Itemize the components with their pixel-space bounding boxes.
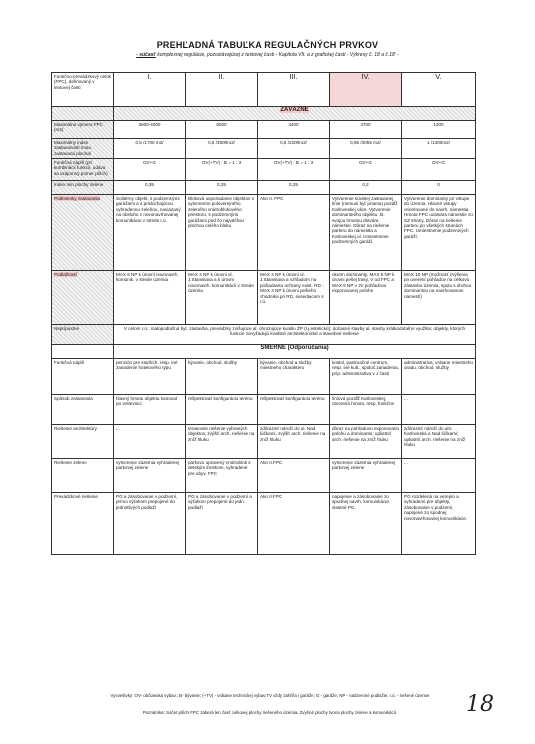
table-cell: MAX 4 NP k úrovni ul. J.Stanislava a vzhľadom na požiadavku ochrany exist. RD - MAX 3 NP k úrovni pešieho chodníka pri RD, susediacom s r.ú. — [258, 271, 330, 325]
table-cell: vytvorenie zázemia vyhradenej parkovej zelene — [114, 459, 186, 493]
table-cell: 0 — [402, 181, 476, 195]
table-cell: 0,2 — [330, 181, 402, 195]
section-binding-shade-left — [52, 107, 114, 121]
table-cell: PG rozdelená na verejnú a vyhradenú pre objekty, zásobovanie v podzemí, napojené zo spodnej novonavrhovanej komunikácie. — [402, 493, 476, 555]
row-label — [52, 195, 114, 271]
section-guiding-title: SMERNÉ (Odporúčania) — [114, 345, 476, 359]
table-cell: 3500-4000 — [114, 121, 186, 139]
table-cell: OV+G — [114, 159, 186, 181]
column-header-4: IV. — [330, 73, 402, 107]
legend-note: Vysvetlivky: OV- občianska vybav.; B- bývanie; (+TV) - vrátane technickej vybav.TV vždy zahŕňa i garáže; G - garáže; NP - nadzemné podlažie; r.ú. - riešené územie — [110, 693, 430, 698]
remark-note: Poznámka: Súčet plôch FPC zaberá len časť celkovej plochy riešeného územia. Zvyšné plochy tvoria plochy zelene a komunikácií. — [142, 710, 398, 715]
row-label-text: Maximálna výmera FPC (m2) — [54, 122, 104, 133]
row-label — [52, 181, 114, 195]
section-guiding-row — [52, 345, 476, 359]
table-cell: dôraz na pohľadovo exponovanú polohu a dominantu; upliatniť arch. riešenie na zníž hluku — [330, 425, 402, 459]
table-cell: OV(+TV) : B = 1 : 3 — [258, 159, 330, 181]
table-cell: 0,5 /1700 m2/ — [114, 139, 186, 159]
table-cell: Solitérny objekt, s podzemnými garážami a s prislúchajúcou vyhradenou zeleňou, naviazaný na obsluhu z novonavrhovanej komunikácie v strede r.ú. — [114, 195, 186, 271]
binding-row — [52, 271, 476, 325]
binding-row — [52, 181, 476, 195]
table-cell: bývanie, obchod a služby miestneho charakteru — [258, 359, 330, 395]
row-label: Funkčná náplň — [52, 359, 114, 395]
column-header-2: II. — [186, 73, 258, 107]
row-label: Prevádzkové riešenie — [52, 493, 114, 555]
guiding-row — [52, 459, 476, 493]
table-cell: 4700 — [330, 121, 402, 139]
prohibited-text: V celom r.ú.: malopodlažná byt. zástavba, prevádzky zvíšujúce al. ohrozujúce kvalitu ŽP (t.j.estetickú); dočasné stavby al. stavby krátkodobého využitia; objekty, ktorých funkcie nevyžadujú kvalitné architektonické a stavebné riešenie — [114, 325, 476, 345]
row-label: Spôsob zastavania — [52, 395, 114, 425]
guiding-row — [52, 359, 476, 395]
subtitle-rest: komplexnej regulácie, pozostávajúcej z textovej časti - Kapitola VII. a z grafickej časti - Výkresy č. 18 a č.18' - — [155, 52, 399, 58]
table-cell: ... — [402, 459, 476, 493]
binding-row — [52, 195, 476, 271]
regulation-table — [51, 72, 476, 555]
prohibited-row — [52, 325, 476, 345]
table-cell: 1 /1300m2/ — [402, 139, 476, 159]
table-cell: Vytvorenie dominanty pri vstupe do územia. Hlavné vstupy orientované do navrh. námestia. Hmota FPC uzatvára námestie zo SZ strany. Dôraz na riešenie parteru po všetkých stranách FPC. Umiestnenie podzemných garáží. — [402, 195, 476, 271]
table-cell: OV+G — [402, 159, 476, 181]
table-cell: Ako II.FPC — [258, 493, 330, 555]
table-cell: napojenie a zásobovanie zo spodnej navrh. komunikácie, vlastné PG, — [330, 493, 402, 555]
table-cell: okrem dominanty, MAX 5 NP k úrovni pešej trasy, V od FPC a MAX 6 NP v JV pohľadovo exponovanej polohe — [330, 271, 402, 325]
row-label — [52, 139, 114, 159]
table-cell: ... — [402, 395, 476, 425]
table-cell: zdôrazniť nároží do ul. Nad lúčkami, zvýšiť arch. riešenie na zníž hluku — [258, 425, 330, 459]
table-cell: Vytvorenie súvislej zastavanej línie (nemusí byť priama) pozdĺž Karloveskej ulice. Vytvorenie dominantného objektu, kt. svojou hmotou dotvára námestie. Dôraz na riešenie parteru do námestia a Karloveskej ul. Umiestnenie podzemných garáží. — [330, 195, 402, 271]
row-label-text: Maximálny index zastavanosti /max. zastavaná plocha/ — [54, 140, 93, 156]
column-header-1: I. — [114, 73, 186, 107]
table-cell: MAX 10 NP (možnosť zvýšenia po overení pohľadov na celkovú zástavbu územia, spolu s druhou dominantou na navrhovanom námestí) — [402, 271, 476, 325]
subtitle-prefix: - súčasť — [136, 52, 156, 58]
row-label — [52, 271, 114, 325]
table-cell: MAX 6 NP k úrovni novonavrh. komunik. v strede územia — [114, 271, 186, 325]
table-cell: rešpektovať konfiguráciu terénu — [258, 395, 330, 425]
table-cell: 1300 — [402, 121, 476, 139]
table-cell: ... — [114, 425, 186, 459]
guiding-row — [52, 425, 476, 459]
row-label: Riešenie architektúry — [52, 425, 114, 459]
row-label-text: Podmienky zastavania — [54, 196, 100, 201]
fpc-header-label: Funkčno-prevádzkový celok (FPC), definovaný v textovej časti — [52, 73, 114, 107]
handwritten-page-number: 18 — [466, 692, 494, 717]
table-cell: Ako II.FPC — [258, 459, 330, 493]
table-cell: zdôrazniť nároží do ulíc Karloveská a Nad lúčkami; upliatniť arch. riešenie na zníž hluku — [402, 425, 476, 459]
table-cell: Ako II. FPC — [258, 195, 330, 271]
row-label — [52, 121, 114, 139]
section-binding-row — [52, 107, 476, 121]
binding-row — [52, 139, 476, 159]
section-binding-title — [114, 107, 476, 121]
table-cell: 0,25 — [258, 181, 330, 195]
guiding-row — [52, 493, 476, 555]
row-label: Riešenie zelene — [52, 459, 114, 493]
table-cell: bývanie, obchod, služby — [186, 359, 258, 395]
table-cell: 4400 — [258, 121, 330, 139]
table-cell: PG a zásobovanie v podzemí a výťahom prepojené do jedn. podlaží — [186, 493, 258, 555]
table-cell: Bloková usporiadanie objektov s vytvorením poloverejného zeleného vnútroblokového priestoru, s podzemnými garážami pod čo najväčšou plochou celého bloku — [186, 195, 258, 271]
table-cell: penzión pre starších, resp. iné zariadenie hotelového typu — [114, 359, 186, 395]
prohibited-label: Neprípustné — [52, 325, 114, 345]
table-cell: 0,35 — [114, 181, 186, 195]
table-cell: vytvorenie zázemia vyhradenej parkovej zelene — [330, 459, 402, 493]
table-cell: kostol, pastoračné centrum, resp. iné kult., spoloč.zariadenia, príp. administratíva v J časti — [330, 359, 402, 395]
table-cell: 0,5 /3000m2/ — [186, 139, 258, 159]
document-title: PREHĽADNÁ TABUĽKA REGULAČNÝCH PRVKOV — [156, 40, 379, 50]
table-cell: PG a zásobovanie v podzemí, prímo výťahom prepojené do jednotlivých podlaží — [114, 493, 186, 555]
table-cell: 6000 — [186, 121, 258, 139]
table-cell: rešpektovať konfiguráciu terénu — [186, 395, 258, 425]
section-guiding-empty — [52, 345, 114, 359]
guiding-row — [52, 395, 476, 425]
table-cell: administratíva, vrátane miestneho úradu, obchod, služby — [402, 359, 476, 395]
table-cell: 0,25 — [186, 181, 258, 195]
table-cell: parkovo upravený vnútroblok s detským ihriskom, vyhradené pre obyv. FPC — [186, 459, 258, 493]
row-label-text: Funkčná náplň (pri kombinácii funkcií, udáva sa vzájomný pomer plôch) — [54, 160, 108, 176]
table-cell: MAX 4 NP k úrovni ul. J.Stanislava a k úrovni novonavrh. komunikácií v strede územia — [186, 271, 258, 325]
table-cell: OV+G — [330, 159, 402, 181]
row-label — [52, 159, 114, 181]
table-cell: 0,65 /3055 m2/ — [330, 139, 402, 159]
section-binding-label: ZÁVÄZNÉ — [280, 107, 309, 113]
binding-row — [52, 121, 476, 139]
document-subtitle — [20, 52, 515, 58]
row-label-text: Index min plochy zelene — [54, 182, 104, 187]
table-cell: 0,5 /2200m2/ — [258, 139, 330, 159]
row-label-text: Podlažnosť — [54, 272, 78, 277]
binding-row — [52, 159, 476, 181]
header-row — [52, 73, 476, 107]
table-cell: hlavný hmotu objektu tvarovať po vrstevnici — [114, 395, 186, 425]
table-cell: terasovité riešenie vybraných objektov, zvýšiť arch. riešenie na zníž hluku — [186, 425, 258, 459]
column-header-5: V. — [402, 73, 476, 107]
table-cell: OV(+TV) : B = 1 : 3 — [186, 159, 258, 181]
table-cell: líniová pozdĺž Karloveskej, otvorená hmota, resp. funkčne — [330, 395, 402, 425]
column-header-3: III. — [258, 73, 330, 107]
